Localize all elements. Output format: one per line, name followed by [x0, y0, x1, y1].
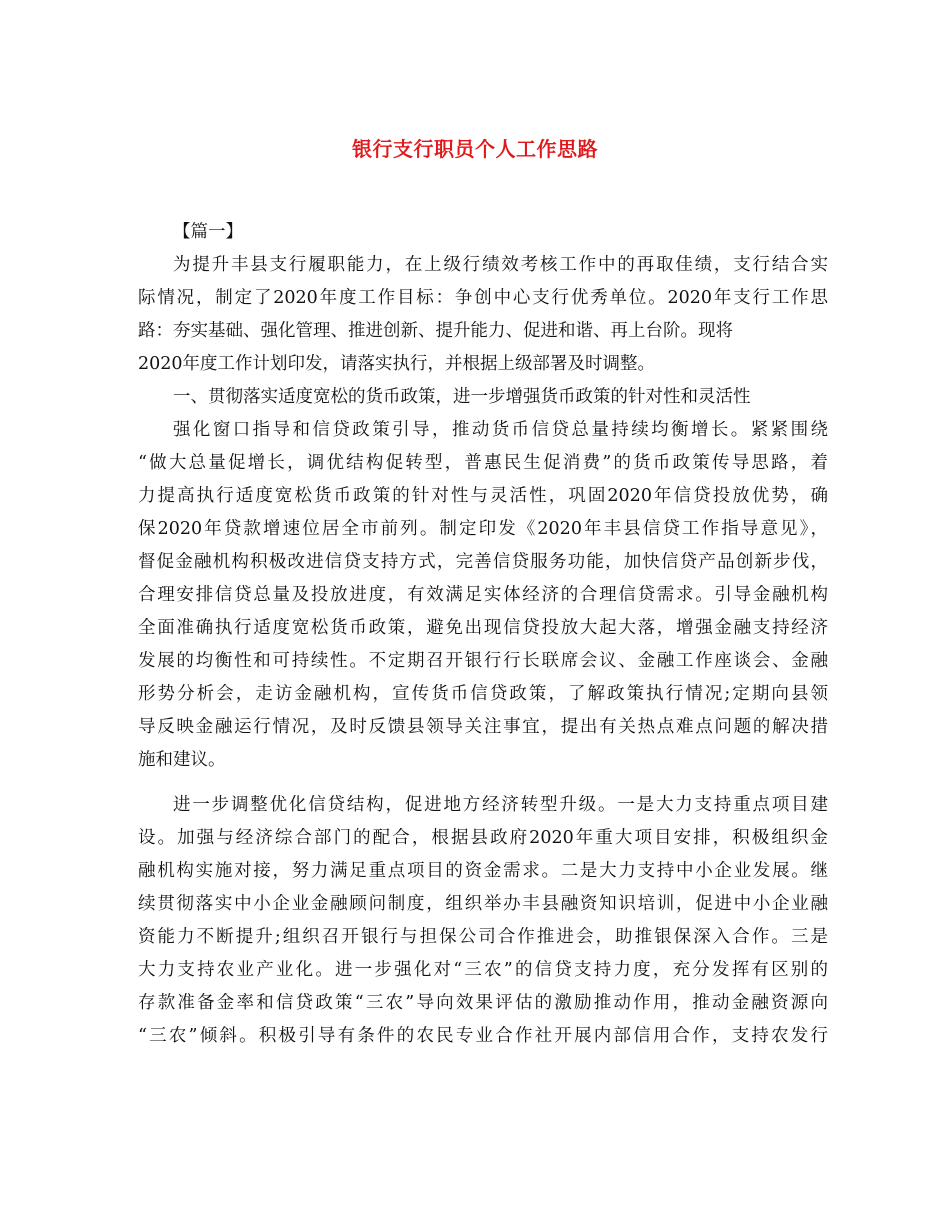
paragraph-line: 合理安排信贷总量及投放进度，有效满足实体经济的合理信贷需求。引导金融机构: [138, 585, 828, 605]
paragraph-line: 督促金融机构积极改进信贷支持方式，完善信贷服务功能，加快信贷产品创新步伐，: [138, 552, 828, 572]
section-label: 【篇一】: [173, 222, 243, 242]
paragraph-line: 存款准备金率和信贷政策“三农”导向效果评估的激励推动作用，推动金融资源向: [138, 993, 828, 1013]
paragraph-line: 际情况，制定了2020年度工作目标：争创中心支行优秀单位。2020年支行工作思: [138, 288, 828, 308]
document-title: 银行支行职员个人工作思路: [352, 137, 598, 161]
paragraph-line: 融机构实施对接，努力满足重点项目的资金需求。二是大力支持中小企业发展。继: [138, 861, 828, 881]
paragraph-line: “三农”倾斜。积极引导有条件的农民专业合作社开展内部信用合作，支持农发行: [138, 1026, 828, 1046]
section-heading: 一、贯彻落实适度宽松的货币政策，进一步增强货币政策的针对性和灵活性: [173, 387, 751, 407]
paragraph-line: 强化窗口指导和信贷政策引导，推动货币信贷总量持续均衡增长。紧紧围绕: [173, 420, 828, 440]
paragraph-line: 发展的均衡性和可持续性。不定期召开银行行长联席会议、金融工作座谈会、金融: [138, 651, 828, 671]
paragraph-credit-structure: [138, 789, 828, 1053]
paragraph-line: 进一步调整优化信贷结构，促进地方经济转型升级。一是大力支持重点项目建: [173, 795, 828, 815]
paragraph-line: 形势分析会，走访金融机构，宣传货币信贷政策，了解政策执行情况;定期向县领: [138, 684, 828, 704]
paragraph-line: 导反映金融运行情况，及时反馈县领导关注事宜，提出有关热点难点问题的解决措: [138, 717, 828, 737]
paragraph-line: 施和建议。: [138, 750, 226, 770]
paragraph-line: 保2020年贷款增速位居全市前列。制定印发《2020年丰县信贷工作指导意见》，: [138, 519, 828, 539]
paragraph-line: 2020年度工作计划印发，请落实执行，并根据上级部署及时调整。: [138, 354, 656, 374]
paragraph-line: 为提升丰县支行履职能力，在上级行绩效考核工作中的再取佳绩，支行结合实: [173, 255, 828, 275]
paragraph-intro: [138, 249, 828, 381]
paragraph-line: 资能力不断提升;组织召开银行与担保公司合作推进会，助推银保深入合作。三是: [138, 927, 828, 947]
paragraph-line: 大力支持农业产业化。进一步强化对“三农”的信贷支持力度，充分发挥有区别的: [138, 960, 828, 980]
paragraph-line: “做大总量促增长，调优结构促转型，普惠民生促消费”的货币政策传导思路，着: [138, 453, 828, 473]
paragraph-line: 力提高执行适度宽松货币政策的针对性与灵活性，巩固2020年信贷投放优势，确: [138, 486, 828, 506]
paragraph-line: 续贯彻落实中小企业金融顾问制度，组织举办丰县融资知识培训，促进中小企业融: [138, 894, 828, 914]
document-body: [138, 216, 828, 1053]
paragraph-line: 全面准确执行适度宽松货币政策，避免出现信贷投放大起大落，增强金融支持经济: [138, 618, 828, 638]
paragraph-line: 设。加强与经济综合部门的配合，根据县政府2020年重大项目安排，积极组织金: [138, 828, 828, 848]
paragraph-monetary-policy: [138, 414, 828, 777]
paragraph-line: 路：夯实基础、强化管理、推进创新、提升能力、促进和谐、再上台阶。现将: [138, 321, 733, 341]
